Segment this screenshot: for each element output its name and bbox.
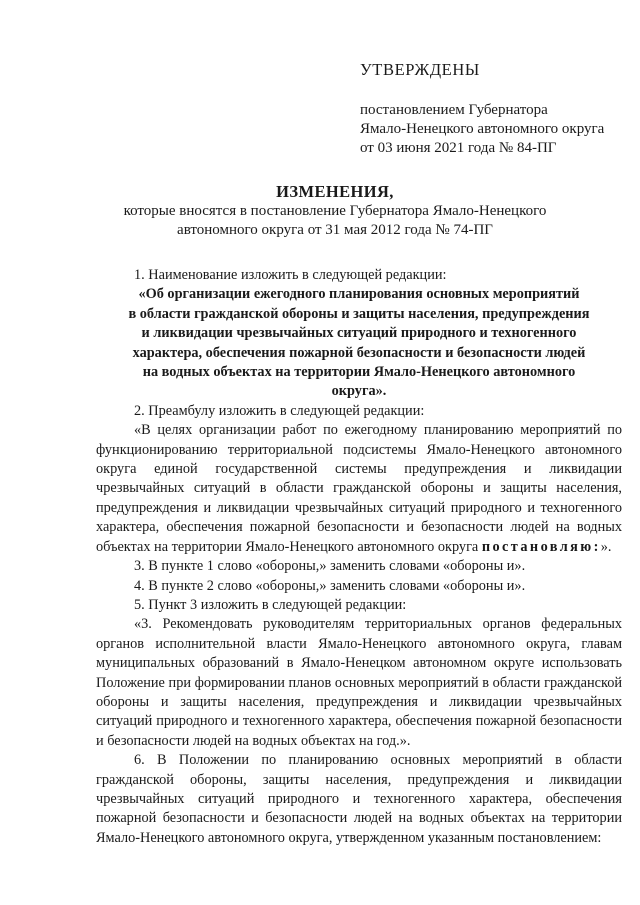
item-1-title-line: характера, обеспечения пожарной безопасности и безопасности людей <box>132 344 586 361</box>
item-1-title-line: округа». <box>331 383 387 400</box>
item-4: 4. В пункте 2 слово «обороны,» заменить словами «обороны и». <box>134 577 526 594</box>
item-3: 3. В пункте 1 слово «обороны,» заменить словами «обороны и». <box>134 558 526 575</box>
document-title: ИЗМЕНЕНИЯ, <box>276 182 394 201</box>
item-1-intro: 1. Наименование изложить в следующей редакции: <box>134 267 447 283</box>
item-5-intro: 5. Пункт 3 изложить в следующей редакции: <box>134 596 407 613</box>
document-header <box>80 182 590 240</box>
approval-line: от 03 июня 2021 года № 84-ПГ <box>360 140 557 156</box>
item-2-closing-quote: ». <box>600 538 612 555</box>
item-1-title-line: «Об организации ежегодного планирования основных мероприятий <box>138 286 580 303</box>
item-2-intro: 2. Преамбулу изложить в следующей редакции: <box>134 402 425 419</box>
approval-line: Ямало-Ненецкого автономного округа <box>360 121 605 137</box>
item-2-preamble-text: «В целях организации работ по ежегодному планированию мероприятий по функционированию территориальной подсистемы Ямало-Ненецкого автономного округа единой государственной системы предупреждения и ликвидации чрезвычайных ситуаций в области гражданской обороны и защиты населения, предупреждения и ликвидации чрезвычайных ситуаций природного и техногенного характера, обеспечения пожарной безопасности и безопасности людей на водных объектах на территории Ямало-Ненецкого автономного округа <box>96 422 622 555</box>
document-subtitle-line: автономного округа от 31 мая 2012 года № 74-ПГ <box>177 222 493 238</box>
document-subtitle-line: которые вносятся в постановление Губернатора Ямало-Ненецкого <box>123 203 547 219</box>
item-1-new-title <box>96 285 622 401</box>
approval-heading: УТВЕРЖДЕНЫ <box>360 60 480 79</box>
item-2-preamble <box>96 421 622 557</box>
item-6-text: 6. В Положении по планированию основных мероприятий в области гражданской обороны, защиты населения, предупреждения и ликвидации чрезвычайных ситуаций природного и техногенного характера, обеспечения пожарной безопасности и безопасности людей на водных объектах на территории Ямало-Ненецкого автономного округа, утвержденном указанным постановлением: <box>96 752 622 846</box>
item-5-text: «3. Рекомендовать руководителям территориальных органов федеральных органов исполнительной власти Ямало-Ненецкого автономного округа, главам муниципальных образований в Ямало-Ненецком автономном округе использовать Положение при формировании планов основных мероприятий в области гражданской обороны и защиты населения, предупреждения и ликвидации чрезвычайных ситуаций природного и техногенного характера, обеспечения пожарной безопасности и безопасности людей на водных объектах на год.». <box>96 616 622 749</box>
approval-block <box>360 60 630 158</box>
item-2-decree-word: постановляю: <box>481 538 601 555</box>
item-1-title-line: на водных объектах на территории Ямало-Ненецкого автономного <box>142 364 576 381</box>
item-1-title-line: в области гражданской обороны и защиты населения, предупреждения <box>128 305 590 322</box>
item-1-title-line: и ликвидации чрезвычайных ситуаций природного и техногенного <box>141 325 577 342</box>
approval-line: постановлением Губернатора <box>360 102 548 118</box>
document-body <box>96 266 622 848</box>
